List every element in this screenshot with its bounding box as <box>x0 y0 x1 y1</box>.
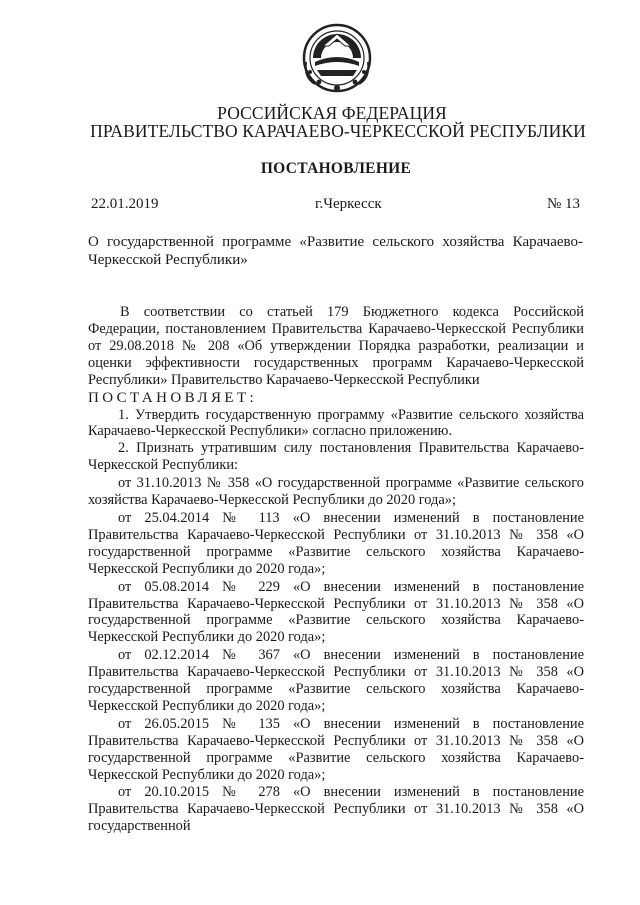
item-1: 1. Утвердить государственную программу «Развитие сельского хозяйства Карачаево-Черкесской Республики» согласно приложению. <box>88 406 584 440</box>
preamble-paragraph: В соответствии со статьей 179 Бюджетного кодекса Российской Федерации, постановлением Правительства Карачаево-Черкесской Республики от 29.08.2018 № 208 «Об утверждении Порядка разработки, реализации и оценки эффективности государственных программ Карачаево-Черкесской Республики» Правительство Карачаево-Черкесской Республики <box>88 304 584 388</box>
item-2: 2. Признать утратившим силу постановления Правительства Карачаево-Черкесской Республики: <box>88 440 584 474</box>
header-government: ПРАВИТЕЛЬСТВО КАРАЧАЕВО-ЧЕРКЕССКОЙ РЕСПУБЛИКИ <box>90 121 586 141</box>
document-number: № 13 <box>547 196 581 212</box>
document-body <box>88 304 584 835</box>
repealed-item: от 20.10.2015 № 278 «О внесении изменений в постановление Правительства Карачаево-Черкесской Республики от 31.10.2013 № 358 «О государственной <box>88 784 584 835</box>
document-city: г.Черкесск <box>315 196 382 212</box>
header-country: РОССИЙСКАЯ ФЕДЕРАЦИЯ <box>217 103 447 123</box>
repealed-item: от 25.04.2014 № 113 «О внесении изменений в постановление Правительства Карачаево-Черкесской Республики от 31.10.2013 № 358 «О государственной программе «Развитие сельского хозяйства Карачаево-Черкесской Республики до 2020 года»; <box>88 509 584 577</box>
repealed-item: от 26.05.2015 № 135 «О внесении изменений в постановление Правительства Карачаево-Черкесской Республики от 31.10.2013 № 358 «О государственной программе «Развитие сельского хозяйства Карачаево-Черкесской Республики до 2020 года»; <box>88 715 584 783</box>
repealed-item: от 31.10.2013 № 358 «О государственной программе «Развитие сельского хозяйства Карачаево-Черкесской Республики до 2020 года»; <box>88 475 584 509</box>
document-subject: О государственной программе «Развитие сельского хозяйства Карачаево-Черкесской Республики» <box>88 234 583 268</box>
repealed-item: от 02.12.2014 № 367 «О внесении изменений в постановление Правительства Карачаево-Черкесской Республики от 31.10.2013 № 358 «О государственной программе «Развитие сельского хозяйства Карачаево-Черкесской Республики до 2020 года»; <box>88 647 584 714</box>
document-title: ПОСТАНОВЛЕНИЕ <box>260 160 412 177</box>
document-date: 22.01.2019 <box>91 196 159 212</box>
republic-emblem-icon <box>301 22 373 94</box>
decree-heading: ПОСТАНОВЛЯЕТ: <box>88 389 258 406</box>
repealed-item: от 05.08.2014 № 229 «О внесении изменений в постановление Правительства Карачаево-Черкесской Республики от 31.10.2013 № 358 «О государственной программе «Развитие сельского хозяйства Карачаево-Черкесской Республики до 2020 года»; <box>88 578 584 646</box>
